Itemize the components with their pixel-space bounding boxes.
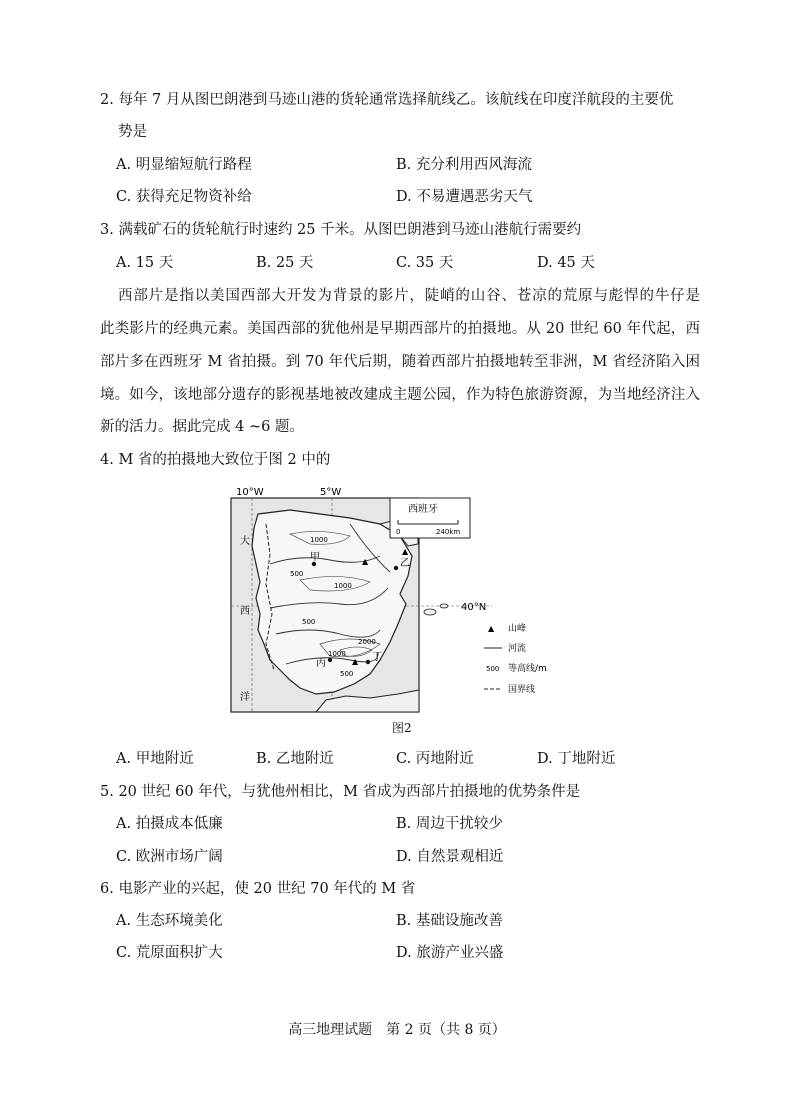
- ocean-char-1: 大: [240, 536, 250, 547]
- q4-option-b[interactable]: B. 乙地附近: [256, 751, 334, 767]
- q2-option-d[interactable]: D. 不易遭遇恶劣天气: [396, 189, 533, 205]
- contour-label-7: 500: [340, 670, 354, 678]
- q6-option-b[interactable]: B. 基础设施改善: [396, 913, 503, 929]
- peak-icon: ▲: [352, 657, 359, 666]
- place-ding-marker: [366, 660, 370, 664]
- legend-label-peak: 山峰: [508, 624, 527, 634]
- q5-option-c[interactable]: C. 欧洲市场广阔: [116, 849, 223, 865]
- peak-icon: ▲: [362, 557, 369, 566]
- peak-icon: ▲: [402, 547, 409, 556]
- lon-label-5w: 5°W: [320, 487, 342, 498]
- passage-line-3: 部片多在西班牙 M 省拍摄。到 70 年代后期，随着西部片拍摄地转至非洲，M 省经济陷入困: [100, 354, 700, 370]
- scale-zero: 0: [396, 528, 401, 536]
- place-bing-marker: [328, 658, 332, 662]
- figure-caption: 图2: [392, 721, 412, 735]
- passage-line-2: 此类影片的经典元素。美国西部的犹他州是早期西部片的拍摄地。从 20 世纪 60 年代起，西: [100, 321, 700, 337]
- contour-label-5: 2000: [358, 638, 376, 646]
- place-jia: 甲: [310, 552, 320, 563]
- legend-label-contour: 等高线/m: [508, 664, 547, 674]
- q4-option-d[interactable]: D. 丁地附近: [537, 751, 616, 767]
- ocean-char-3: 洋: [240, 692, 250, 703]
- legend-label-river: 河流: [508, 644, 527, 654]
- q5-stem: 5. 20 世纪 60 年代，与犹他州相比，M 省成为西部片拍摄地的优势条件是: [100, 784, 581, 800]
- contour-label-2: 500: [290, 570, 304, 578]
- q6-stem: 6. 电影产业的兴起，使 20 世纪 70 年代的 M 省: [100, 881, 416, 897]
- q3-option-d[interactable]: D. 45 天: [537, 255, 595, 271]
- figure-2-map: [230, 484, 570, 716]
- q3-option-c[interactable]: C. 35 天: [396, 255, 454, 271]
- page-footer: 高三地理试题 第 2 页（共 8 页）: [288, 1022, 506, 1038]
- q6-option-a[interactable]: A. 生态环境美化: [116, 913, 223, 929]
- q4-option-c[interactable]: C. 丙地附近: [396, 751, 474, 767]
- passage-line-5: 新的活力。据此完成 4 ~6 题。: [100, 419, 304, 435]
- contour-label-6: 1000: [328, 650, 346, 658]
- q6-option-d[interactable]: D. 旅游产业兴盛: [396, 945, 504, 961]
- q2-option-b[interactable]: B. 充分利用西风海流: [396, 157, 532, 173]
- q3-stem: 3. 满载矿石的货轮航行时速约 25 千米。从图巴朗港到马迹山港航行需要约: [100, 222, 582, 238]
- legend-symbol-contour: 500: [486, 665, 500, 673]
- legend-label-border: 国界线: [508, 685, 536, 695]
- inset-title: 西班牙: [408, 504, 438, 515]
- q3-option-b[interactable]: B. 25 天: [256, 255, 314, 271]
- place-yi: 乙: [400, 558, 410, 569]
- map-legend: [484, 622, 547, 695]
- place-bing: 丙: [316, 658, 326, 669]
- q2-option-a[interactable]: A. 明显缩短航行路程: [116, 157, 252, 173]
- q6-option-c[interactable]: C. 荒原面积扩大: [116, 945, 223, 961]
- scale-label: 240km: [436, 528, 461, 536]
- q5-option-d[interactable]: D. 自然景观相近: [396, 849, 504, 865]
- lon-label-10w: 10°W: [236, 487, 264, 498]
- q2-option-c[interactable]: C. 获得充足物资补给: [116, 189, 252, 205]
- q4-option-a[interactable]: A. 甲地附近: [116, 751, 194, 767]
- passage-line-4: 境。如今，该地部分遗存的影视基地被改建成主题公园，作为特色旅游资源，为当地经济注入: [100, 387, 700, 403]
- q3-option-a[interactable]: A. 15 天: [116, 255, 174, 271]
- q4-stem: 4. M 省的拍摄地大致位于图 2 中的: [100, 452, 331, 468]
- legend-symbol-peak: ▲: [488, 624, 495, 633]
- lat-label-40n: 40°N: [461, 602, 487, 613]
- passage-line-1: 西部片是指以美国西部大开发为背景的影片，陡峭的山谷、苍凉的荒原与彪悍的牛仔是: [118, 288, 700, 304]
- contour-label-4: 500: [302, 618, 316, 626]
- place-ding: 丁: [372, 652, 382, 663]
- contour-label-1: 1000: [310, 536, 328, 544]
- q5-option-b[interactable]: B. 周边干扰较少: [396, 816, 503, 832]
- q2-stem-line2: 势是: [118, 124, 147, 140]
- ocean-char-2: 西: [240, 606, 250, 617]
- q5-option-a[interactable]: A. 拍摄成本低廉: [116, 816, 223, 832]
- place-yi-marker: [394, 566, 398, 570]
- q2-stem-line1: 2. 每年 7 月从图巴朗港到马迹山港的货轮通常选择航线乙。该航线在印度洋航段的主要优: [100, 92, 674, 108]
- contour-label-3: 1000: [334, 582, 352, 590]
